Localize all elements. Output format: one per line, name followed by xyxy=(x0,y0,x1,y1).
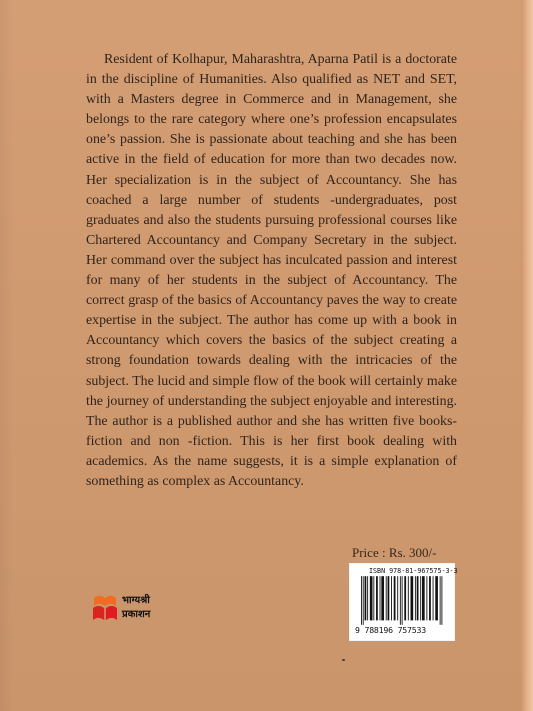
isbn-barcode-block xyxy=(349,563,458,641)
book-price: Price : Rs. 300/- xyxy=(352,545,437,560)
isbn-label: ISBN 978-81-967575-3-3 xyxy=(369,567,458,575)
publisher-name xyxy=(122,594,192,622)
cover-speck xyxy=(342,659,345,661)
publisher-name-line-1: भाग्यश्री xyxy=(122,595,150,606)
publisher-name-line-2: प्रकाशन xyxy=(122,609,151,620)
barcode-number: 9 788196 757533 xyxy=(355,625,426,635)
barcode-icon xyxy=(361,576,445,625)
author-biography: Resident of Kolhapur, Maharashtra, Aparna Patil is a doctorate in the discipline of Humanities. Also qualified as NET and SET, with a Masters degree in Commerce and in Management, she belongs to the rare category where one’s profession encapsulates one’s passion. She is passionate about teaching and she has been active in the field of education for more than two decades now. Her specialization is in the subject of Accountancy. She has coached a large number of students -undergraduates, post graduates and also the students pursuing professional courses like Chartered Accountancy and Company Secretary in the subject. Her command over the subject has inculcated passion and interest for many of her students in the subject of Accountancy. The correct grasp of the basics of Accountancy paves the way to create expertise in the subject. The author has come up with a book in Accountancy which covers the basics of the subject creating a strong foundation towards dealing with the intricacies of the subject. The lucid and simple flow of the book will certainly make the journey of understanding the subject enjoyable and interesting. The author is a published author and she has written five books- fiction and non -fiction. This is her first book dealing with academics. As the name suggests, it is a simple explanation of something as complex as Accountancy. xyxy=(86,52,457,489)
cover-edge-highlight xyxy=(521,0,533,711)
open-book-logo-icon xyxy=(91,595,119,624)
